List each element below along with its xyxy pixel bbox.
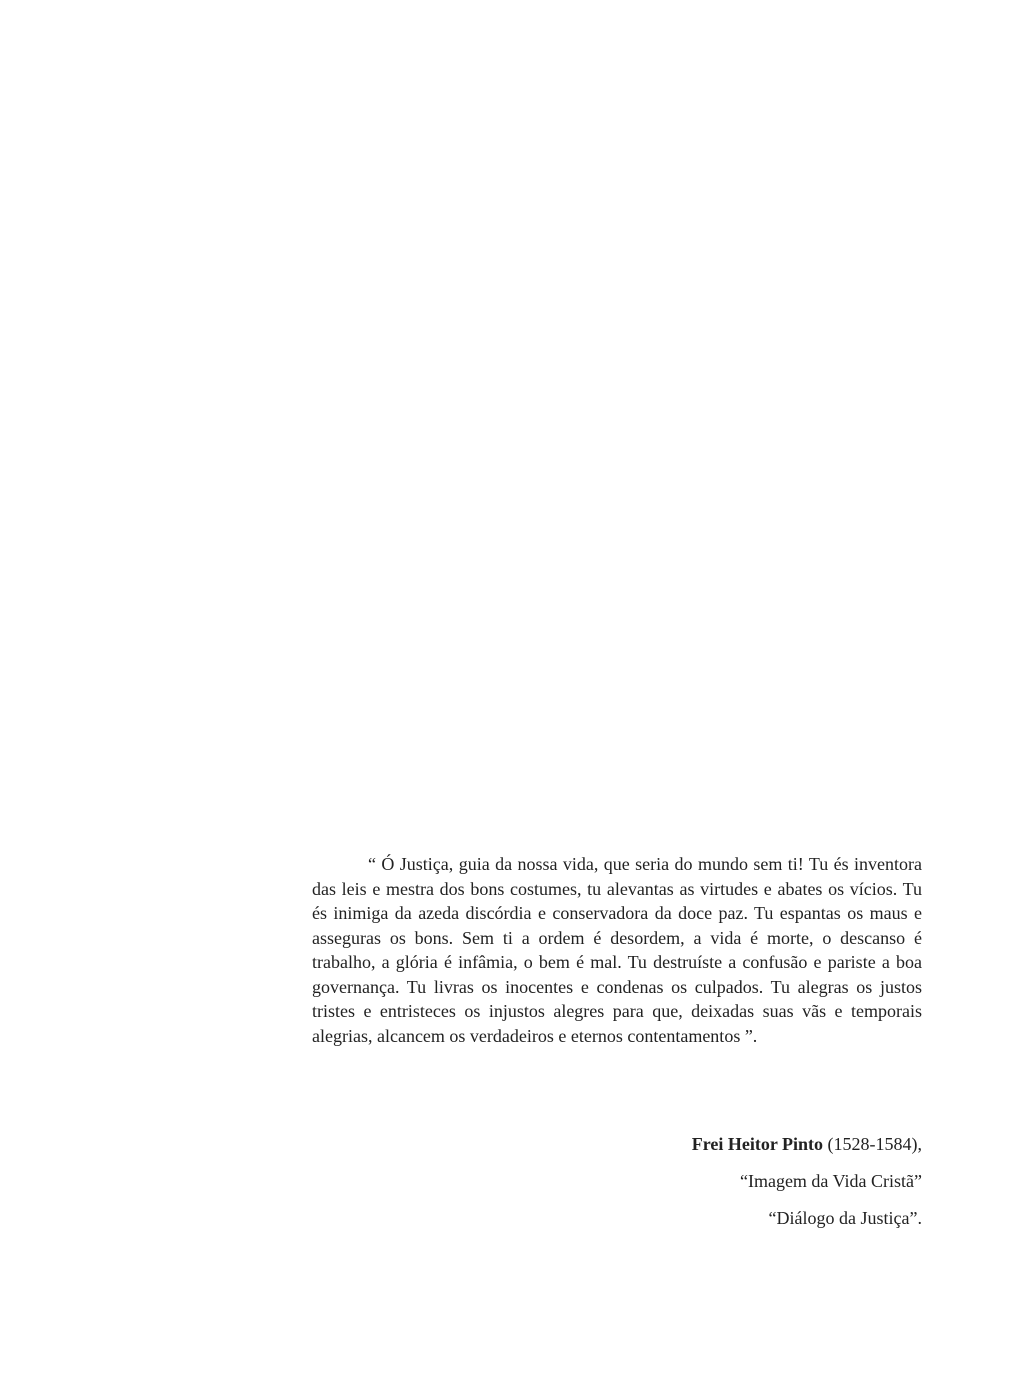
attribution-block [422, 1126, 922, 1237]
epigraph-quote: “ Ó Justiça, guia da nossa vida, que seria do mundo sem ti! Tu és inventora das leis e mestra dos bons costumes, tu alevantas as virtudes e abates os vícios. Tu és inimiga da azeda discórdia e conservadora da doce paz. Tu espantas os maus e asseguras os bons. Sem ti a ordem é desordem, a vida é morte, o descanso é trabalho, a glória é infâmia, o bem é mal. Tu destruíste a confusão e pariste a boa governança. Tu livras os inocentes e condenas os culpados. Tu alegras os justos tristes e entristeces os injustos alegres para que, deixadas suas vãs e temporais alegrias, alcancem os verdadeiros e eternos contentamentos ”. [312, 854, 922, 1046]
attribution-author-line [422, 1126, 922, 1163]
work-title: “Imagem da Vida Cristã” [739, 1171, 922, 1191]
section-title: “Diálogo da Justiça”. [768, 1208, 922, 1228]
author-dates: (1528-1584), [823, 1134, 922, 1154]
author-name: Frei Heitor Pinto [691, 1134, 824, 1154]
